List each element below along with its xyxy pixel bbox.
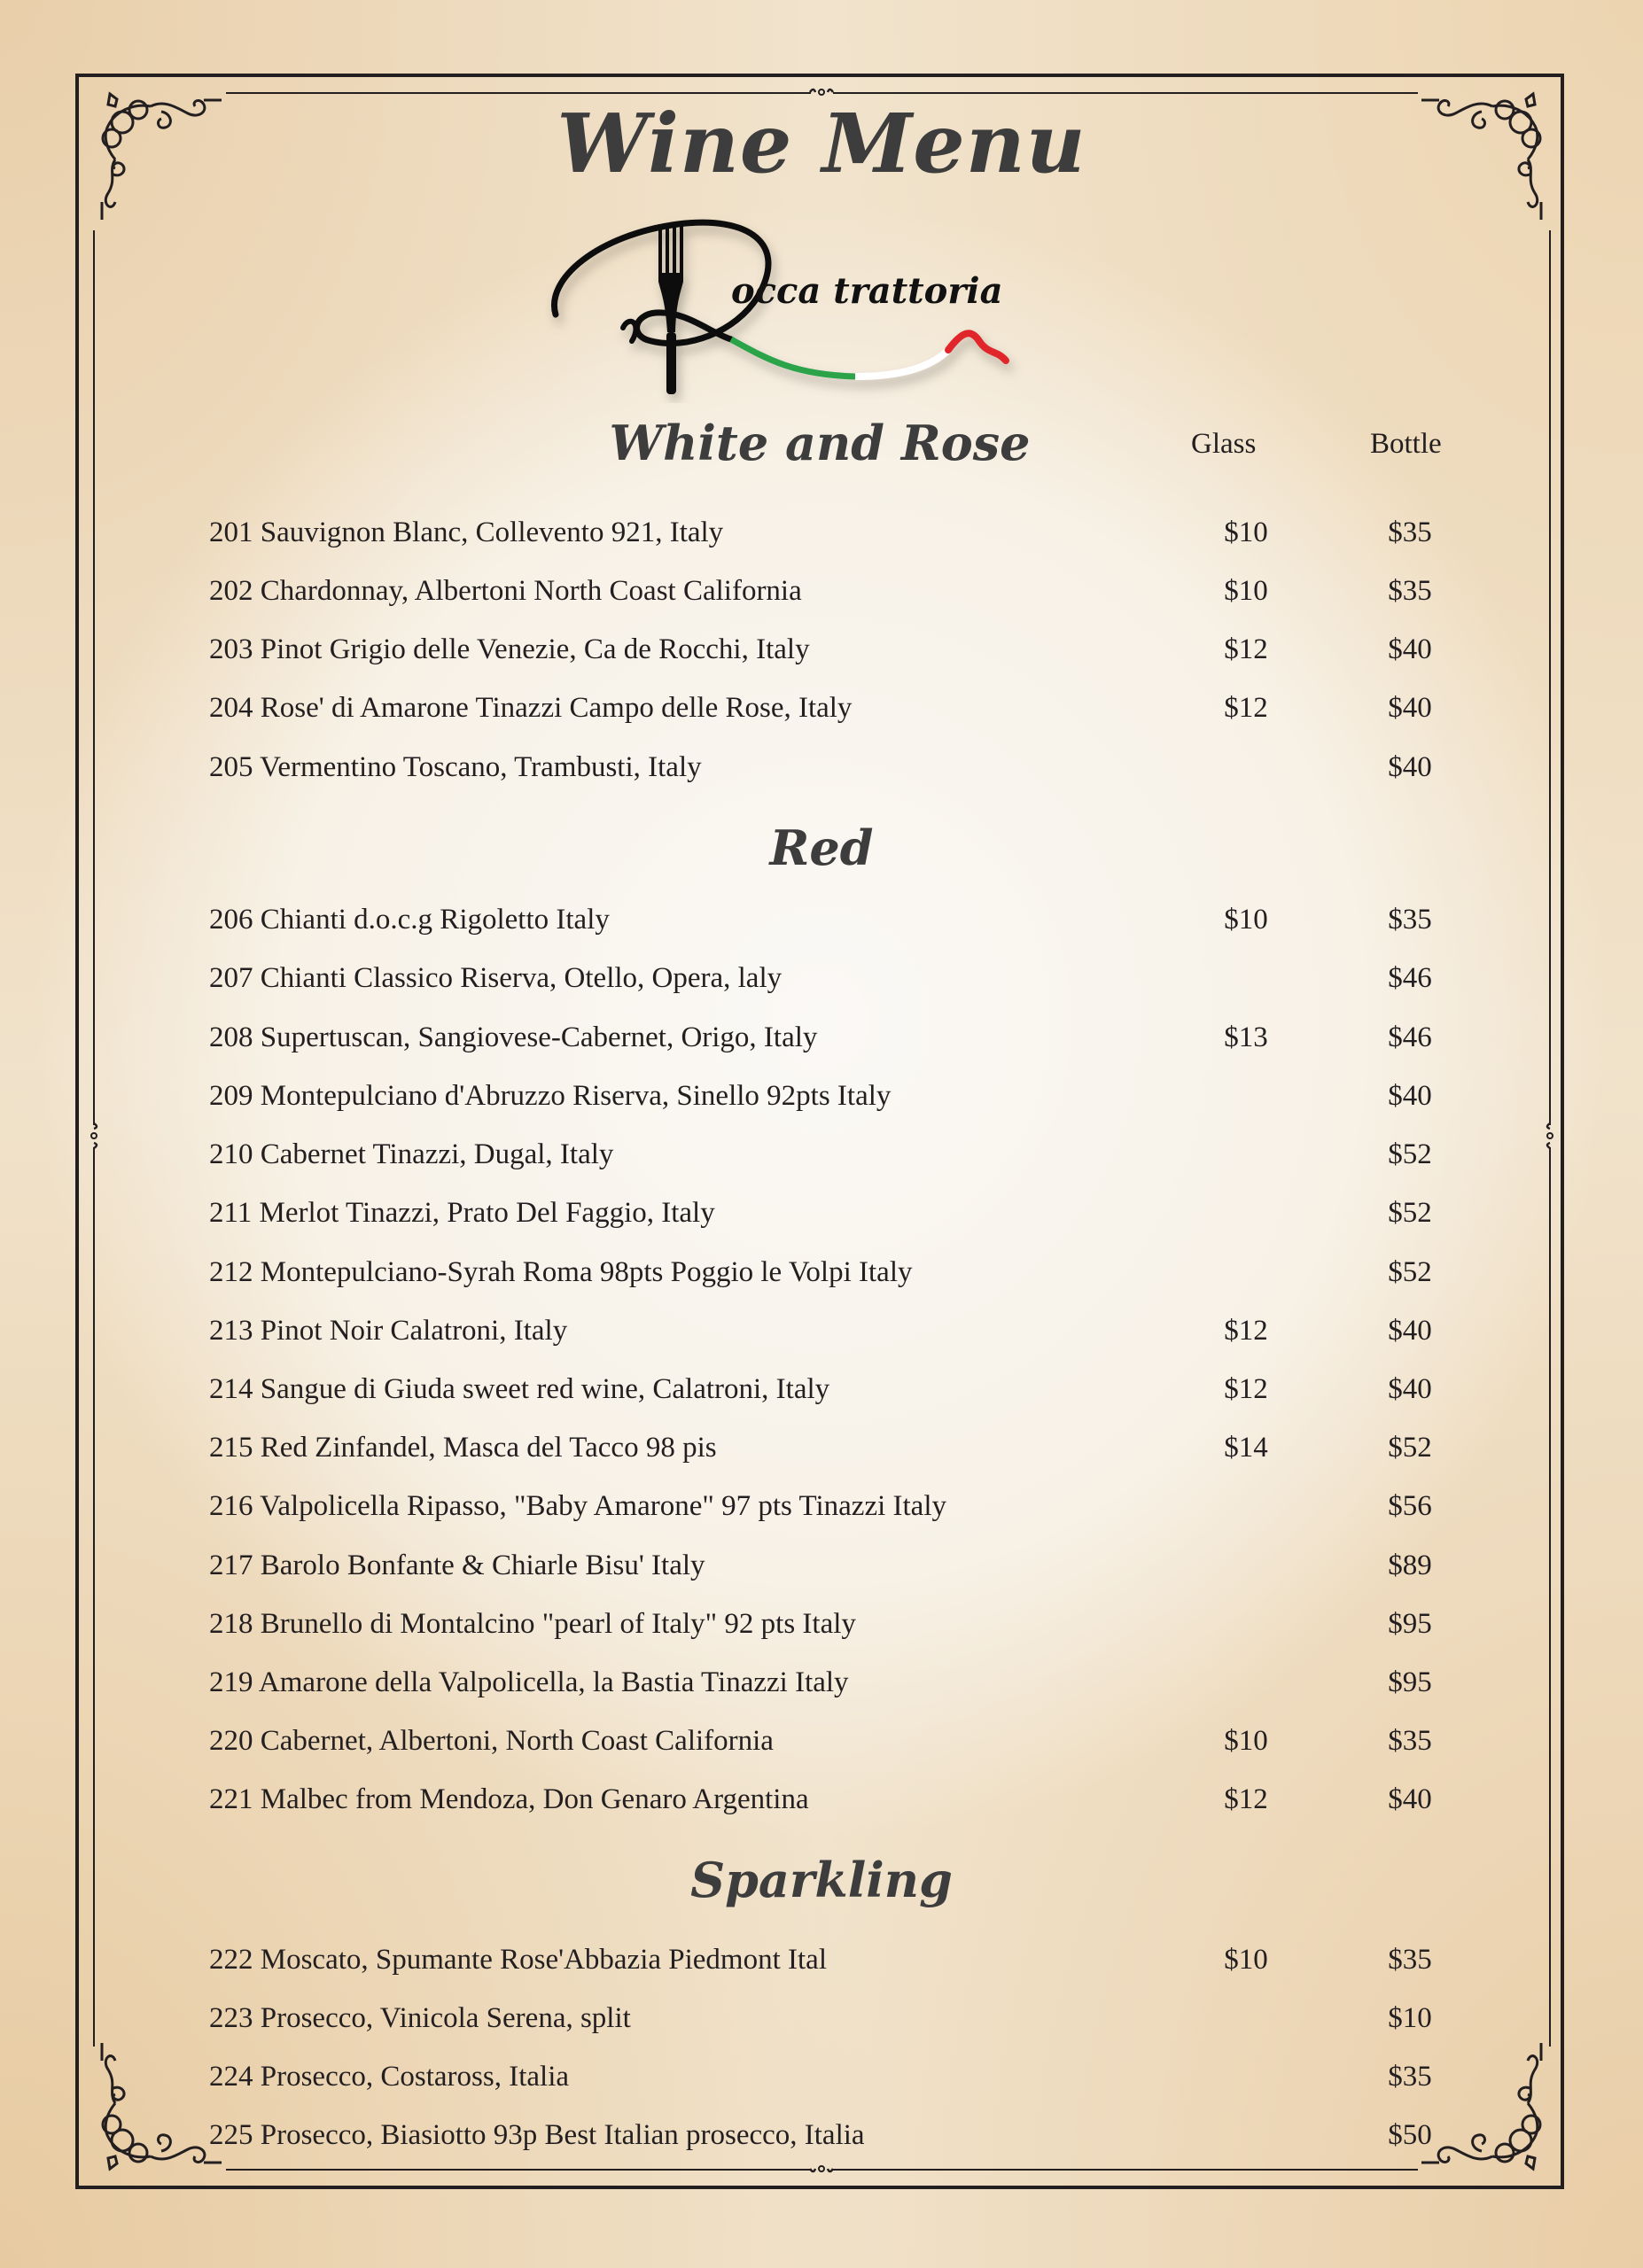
wine-name: 221 Malbec from Mendoza, Don Genaro Argentina (209, 1783, 809, 1815)
section-title-red: Red (769, 819, 874, 876)
menu-item-row (209, 1779, 1450, 1820)
bottle-price: $95 (1388, 1666, 1432, 1698)
wine-name: 216 Valpolicella Ripasso, "Baby Amarone" 97 pts Tinazzi Italy (209, 1490, 946, 1522)
menu-item-row (209, 1076, 1450, 1116)
section-title-sparkling: Sparkling (690, 1852, 953, 1908)
glass-price: $12 (1224, 633, 1268, 665)
menu-item-row (209, 1369, 1450, 1410)
corner-flourish-bottom-left-icon (89, 2043, 222, 2176)
bottle-price: $52 (1388, 1256, 1432, 1288)
menu-item-row (209, 958, 1450, 998)
menu-item-row (209, 1604, 1450, 1644)
wine-name: 225 Prosecco, Biasiotto 93p Best Italian prosecco, Italia (209, 2119, 865, 2151)
glass-price: $12 (1224, 1315, 1268, 1347)
wine-name: 214 Sangue di Giuda sweet red wine, Calatroni, Italy (209, 1373, 830, 1405)
inner-frame-top-right (833, 92, 1418, 94)
bottle-price: $35 (1388, 904, 1432, 936)
bottle-price: $40 (1388, 751, 1432, 783)
inner-frame-left-top (93, 230, 95, 1125)
inner-frame-right-top (1549, 230, 1551, 1125)
column-header-glass: Glass (1191, 428, 1257, 460)
wine-name: 215 Red Zinfandel, Masca del Tacco 98 pis (209, 1432, 717, 1464)
wine-name: 224 Prosecco, Costaross, Italia (209, 2061, 570, 2093)
column-header-bottle: Bottle (1370, 428, 1442, 460)
menu-item-row (209, 899, 1450, 940)
logo-text: occa trattoria (731, 270, 1003, 312)
menu-item-row (209, 1998, 1450, 2039)
wine-name: 207 Chianti Classico Riserva, Otello, Opera, laly (209, 962, 783, 994)
bottle-price: $46 (1388, 962, 1432, 994)
menu-item-row (209, 1486, 1450, 1526)
glass-price: $12 (1224, 692, 1268, 724)
bottle-price: $35 (1388, 517, 1432, 548)
wine-name: 206 Chianti d.o.c.g Rigoletto Italy (209, 904, 610, 936)
wine-name: 204 Rose' di Amarone Tinazzi Campo delle Rose, Italy (209, 692, 853, 724)
inner-frame-left-bottom (93, 1147, 95, 2047)
bottle-price: $46 (1388, 1021, 1432, 1053)
menu-item-row (209, 2115, 1450, 2155)
menu-item-row (209, 1192, 1450, 1233)
wine-name: 213 Pinot Noir Calatroni, Italy (209, 1315, 568, 1347)
bottle-price: $10 (1388, 2002, 1432, 2034)
wine-name: 223 Prosecco, Vinicola Serena, split (209, 2002, 631, 2034)
glass-price: $10 (1224, 517, 1268, 548)
inner-frame-top-left (226, 92, 811, 94)
glass-price: $10 (1224, 904, 1268, 936)
menu-item-row (209, 1545, 1450, 1586)
menu-item-row (209, 1720, 1450, 1761)
wine-name: 201 Sauvignon Blanc, Collevento 921, Italy (209, 517, 724, 548)
menu-item-row (209, 1939, 1450, 1980)
left-divider-ornament-icon (87, 1122, 101, 1150)
inner-frame-bottom-left (226, 2169, 811, 2171)
glass-price: $10 (1224, 1944, 1268, 1976)
glass-price: $14 (1224, 1432, 1268, 1464)
glass-price: $12 (1224, 1373, 1268, 1405)
menu-item-row (209, 1427, 1450, 1468)
glass-price: $12 (1224, 1783, 1268, 1815)
wine-name: 210 Cabernet Tinazzi, Dugal, Italy (209, 1138, 614, 1170)
bottle-price: $40 (1388, 1373, 1432, 1405)
wine-name: 211 Merlot Tinazzi, Prato Del Faggio, Italy (209, 1197, 715, 1229)
bottle-price: $40 (1388, 1080, 1432, 1112)
menu-item-row (209, 1252, 1450, 1293)
menu-item-row (209, 747, 1450, 788)
bottle-price: $40 (1388, 633, 1432, 665)
bottle-price: $35 (1388, 1944, 1432, 1976)
menu-item-row (209, 1017, 1450, 1058)
wine-name: 220 Cabernet, Albertoni, North Coast California (209, 1725, 774, 1757)
wine-name: 212 Montepulciano-Syrah Roma 98pts Poggio le Volpi Italy (209, 1256, 913, 1288)
wine-name: 209 Montepulciano d'Abruzzo Riserva, Sinello 92pts Italy (209, 1080, 892, 1112)
section-title-white-and-rose: White and Rose (609, 415, 1031, 471)
restaurant-logo (545, 199, 1094, 403)
bottle-price: $40 (1388, 1783, 1432, 1815)
glass-price: $13 (1224, 1021, 1268, 1053)
right-divider-ornament-icon (1543, 1122, 1557, 1150)
wine-name: 219 Amarone della Valpolicella, la Bastia Tinazzi Italy (209, 1666, 849, 1698)
bottle-price: $95 (1388, 1608, 1432, 1640)
glass-price: $10 (1224, 1725, 1268, 1757)
bottle-price: $40 (1388, 692, 1432, 724)
bottom-divider-ornament-icon (808, 2162, 835, 2176)
bottle-price: $56 (1388, 1490, 1432, 1522)
bottle-price: $35 (1388, 1725, 1432, 1757)
wine-name: 218 Brunello di Montalcino "pearl of Italy" 92 pts Italy (209, 1608, 856, 1640)
menu-item-row (209, 2056, 1450, 2097)
wine-name: 202 Chardonnay, Albertoni North Coast California (209, 575, 802, 607)
page-title: Wine Menu (557, 96, 1086, 191)
wine-name: 217 Barolo Bonfante & Chiarle Bisu' Italy (209, 1550, 705, 1581)
menu-item-row (209, 1134, 1450, 1175)
menu-item-row (209, 571, 1450, 611)
inner-frame-bottom-right (833, 2169, 1418, 2171)
bottle-price: $52 (1388, 1138, 1432, 1170)
wine-name: 208 Supertuscan, Sangiovese-Cabernet, Origo, Italy (209, 1021, 818, 1053)
bottle-price: $89 (1388, 1550, 1432, 1581)
bottle-price: $50 (1388, 2119, 1432, 2151)
wine-name: 205 Vermentino Toscano, Trambusti, Italy (209, 751, 702, 783)
menu-item-row (209, 687, 1450, 728)
bottle-price: $35 (1388, 575, 1432, 607)
glass-price: $10 (1224, 575, 1268, 607)
bottle-price: $52 (1388, 1432, 1432, 1464)
inner-frame-right-bottom (1549, 1147, 1551, 2047)
menu-item-row (209, 1310, 1450, 1351)
bottle-price: $35 (1388, 2061, 1432, 2093)
bottle-price: $40 (1388, 1315, 1432, 1347)
wine-name: 222 Moscato, Spumante Rose'Abbazia Piedmont Ital (209, 1944, 827, 1976)
bottle-price: $52 (1388, 1197, 1432, 1229)
wine-name: 203 Pinot Grigio delle Venezie, Ca de Rocchi, Italy (209, 633, 810, 665)
menu-item-row (209, 1662, 1450, 1703)
menu-item-row (209, 512, 1450, 553)
menu-item-row (209, 629, 1450, 670)
